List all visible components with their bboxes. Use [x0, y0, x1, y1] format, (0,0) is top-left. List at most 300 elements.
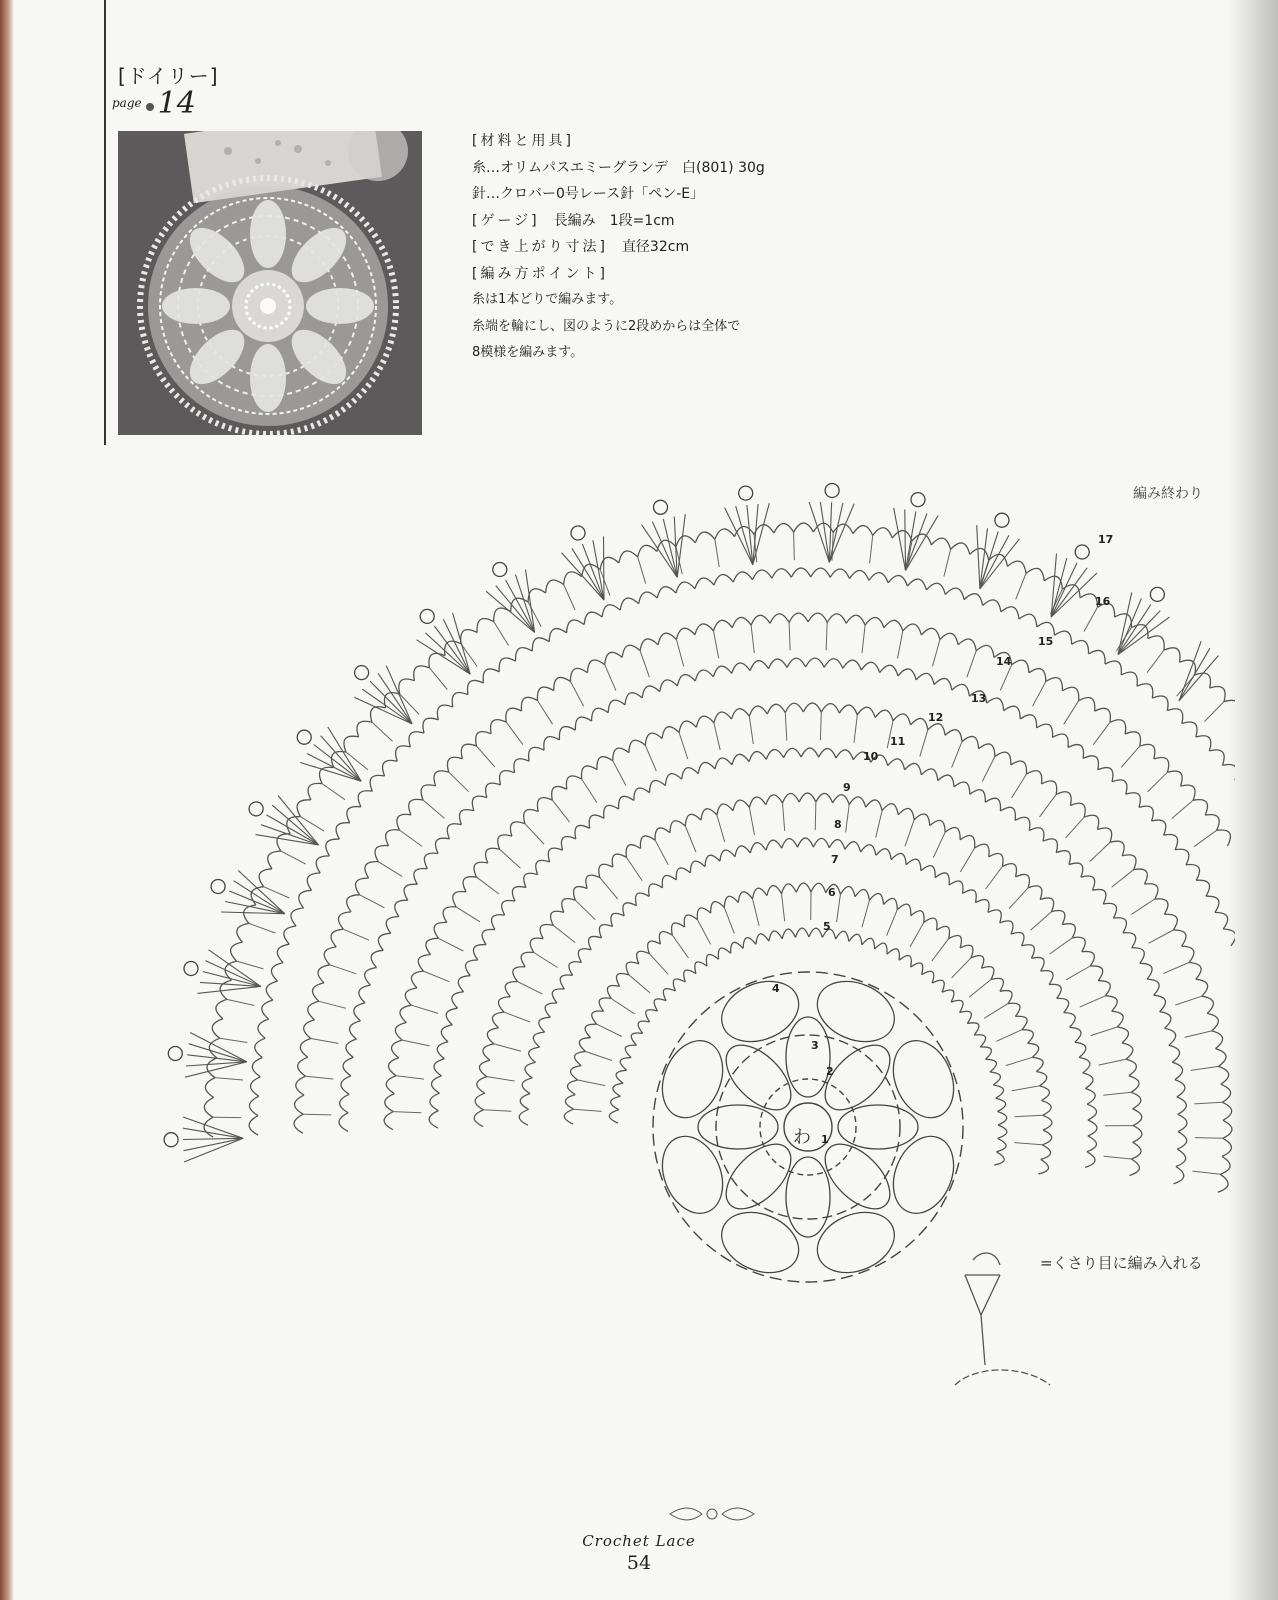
chain-arc [1037, 724, 1053, 737]
chain-arc [566, 776, 581, 789]
chain-arc [916, 673, 934, 684]
chain-arc [1181, 785, 1196, 800]
chain-arc [622, 645, 640, 657]
chain-arc [429, 653, 445, 668]
chain-arc [564, 572, 582, 585]
chain-arc [365, 968, 377, 986]
chain-arc [1042, 1101, 1052, 1116]
chain-arc [1112, 1011, 1123, 1027]
chain-arc [613, 748, 629, 761]
chain-arc [619, 796, 634, 809]
chain-arc [1129, 1076, 1139, 1093]
chain-arc [284, 926, 296, 944]
chain-arc [400, 1005, 411, 1022]
chain-arc [528, 589, 546, 602]
chain-arc [378, 933, 390, 950]
yarn-spec: 糸…オリムパスエミーグランデ 白(801) 30g [472, 159, 765, 176]
chain-arc [695, 532, 715, 543]
chain-arc [533, 1032, 544, 1047]
fan-stitch [1051, 568, 1087, 617]
chain-arc [843, 660, 862, 670]
chain-arc [307, 873, 320, 890]
chain-arc [258, 1019, 269, 1038]
chain-arc [474, 862, 488, 877]
gauge-value: 長編み 1段=1cm [553, 212, 675, 229]
chain-arc [816, 793, 833, 802]
petal-mark [786, 1157, 830, 1237]
chain-arc [1072, 937, 1085, 951]
chain-arc [1133, 1109, 1142, 1126]
chain-arc [753, 570, 772, 580]
chain-arc [732, 663, 750, 673]
chain-arc [1178, 1114, 1187, 1131]
page-reference [112, 86, 196, 121]
fan-stitch [425, 633, 470, 674]
chain-arc [808, 613, 827, 622]
chain-arc [952, 684, 970, 696]
stitch-mark [887, 910, 898, 936]
chain-arc [861, 845, 877, 856]
chain-arc [567, 620, 585, 633]
chain-arc [537, 798, 552, 812]
chain-arc [1011, 933, 1024, 946]
chain-arc [1028, 1043, 1039, 1057]
chain-arc [446, 1008, 457, 1025]
chain-arc [500, 771, 515, 785]
chain-arc [827, 614, 846, 624]
chain-arc [262, 1000, 273, 1019]
row-number: 10 [863, 750, 879, 763]
chain-arc [684, 970, 696, 982]
stitch-mark [996, 1030, 1022, 1042]
chain-arc [1079, 1057, 1090, 1073]
chain-arc [958, 639, 976, 651]
chain-arc [1222, 1102, 1231, 1120]
chain-arc [1112, 780, 1127, 794]
chain-arc [921, 769, 938, 781]
stitch-mark [933, 640, 940, 667]
stitch-mark [227, 999, 254, 1005]
row-number: 16 [1095, 595, 1111, 608]
stitch-mark [487, 1077, 515, 1081]
chain-arc [1122, 855, 1136, 870]
point-line: 糸端を輪にし、図のように2段めからは全体で [472, 318, 741, 334]
chain-arc [937, 926, 950, 938]
chain-arc [1207, 1013, 1218, 1031]
petal-mark [698, 1105, 778, 1149]
stitch-mark [753, 899, 760, 926]
chain-arc [1004, 706, 1021, 719]
chain-arc [1052, 911, 1065, 925]
chain-arc [696, 716, 714, 727]
chain-arc [673, 979, 685, 991]
chain-arc [249, 1096, 258, 1115]
chain-arc [930, 820, 945, 832]
fan-stitch [820, 502, 829, 562]
chain-arc [545, 1003, 557, 1017]
chain-arc [988, 910, 1001, 923]
chain-arc [803, 703, 821, 712]
chain-arc [331, 929, 343, 947]
chain-arc [645, 733, 662, 745]
chain-arc [626, 962, 639, 975]
chain-arc [1196, 736, 1211, 751]
stitch-mark [837, 894, 841, 922]
chain-arc [294, 1114, 303, 1133]
chain-arc [1039, 1086, 1049, 1101]
chain-arc [770, 614, 789, 624]
chain-arc [821, 704, 839, 714]
chain-arc [1115, 614, 1132, 628]
stitch-mark [477, 746, 495, 767]
chain-arc [612, 854, 626, 867]
chain-arc [631, 1033, 642, 1045]
petal-mark [808, 1201, 903, 1283]
chain-arc [905, 763, 922, 774]
chain-arc [732, 754, 749, 765]
legend-text: =くさり目に編み入れる [1040, 1254, 1203, 1272]
chain-arc [562, 899, 576, 913]
chain-arc [1174, 1167, 1184, 1184]
chain-arc [452, 692, 468, 707]
chain-arc [884, 898, 898, 909]
chain-arc [1193, 800, 1207, 816]
picot-mark [911, 493, 925, 507]
stitch-mark [504, 1012, 530, 1022]
chain-arc [976, 645, 994, 657]
petal-mark [882, 1127, 964, 1222]
chain-arc [370, 775, 384, 791]
chain-arc [252, 1058, 262, 1077]
stitch-mark [638, 557, 646, 584]
chain-arc [756, 934, 769, 944]
chain-arc [1053, 734, 1069, 747]
chain-arc [434, 922, 447, 938]
chain-arc [1140, 744, 1155, 759]
chain-arc [672, 923, 685, 935]
chain-arc [1177, 1132, 1186, 1150]
chain-arc [921, 866, 935, 878]
stitch-mark [1084, 607, 1098, 631]
petal-mark [712, 970, 807, 1052]
chain-arc [539, 1017, 551, 1032]
stitch-mark [456, 907, 480, 922]
chain-arc [607, 986, 619, 999]
chain-arc [650, 780, 666, 792]
chain-arc [358, 791, 372, 807]
page-label: page [112, 96, 142, 110]
stitch-mark [1091, 1027, 1118, 1036]
chain-arc [1064, 1013, 1076, 1028]
chain-arc [437, 1042, 448, 1059]
stitch-mark [1204, 702, 1224, 722]
chain-arc [857, 707, 875, 717]
chain-arc [906, 859, 921, 871]
chain-arc [875, 943, 887, 954]
fan-stitch [183, 1117, 243, 1138]
chain-arc [676, 868, 690, 880]
chain-arc [676, 628, 695, 639]
picot-mark [355, 666, 369, 680]
fan-stitch [184, 1138, 244, 1150]
chain-arc [266, 981, 277, 1000]
chain-arc [268, 851, 281, 869]
chain-arc [813, 838, 829, 847]
chain-arc [530, 938, 543, 952]
page-reference-number: 14 [157, 86, 196, 121]
doily-photo [118, 131, 422, 435]
picot-mark [1075, 545, 1089, 559]
chain-arc [510, 822, 524, 836]
row-number: 17 [1098, 533, 1114, 546]
chain-arc [216, 999, 227, 1018]
chain-arc [522, 1078, 532, 1094]
chain-arc [571, 1066, 582, 1080]
chain-arc [423, 718, 438, 733]
petal-mark [651, 1127, 733, 1222]
chain-arc [733, 800, 749, 811]
chain-arc [316, 856, 329, 873]
chain-arc [460, 810, 474, 825]
chain-arc [1062, 924, 1075, 938]
chain-arc [766, 795, 783, 805]
point-line: 8模様を編みます。 [472, 345, 584, 360]
fan-stitch [206, 961, 261, 987]
row-number: 11 [890, 735, 906, 748]
chain-arc [684, 915, 697, 927]
chain-arc [875, 710, 893, 721]
chain-arc [767, 704, 785, 714]
picot-mark [184, 962, 198, 976]
chain-arc [492, 915, 505, 930]
chain-arc [1082, 951, 1095, 966]
chain-arc [338, 912, 351, 929]
chain-arc [714, 575, 733, 586]
chain-arc [714, 712, 732, 723]
stitch-mark [605, 665, 616, 691]
stitch-mark [676, 639, 683, 666]
chain-arc [1164, 648, 1180, 663]
chain-arc [714, 620, 733, 631]
chain-arc [524, 873, 538, 887]
chain-arc [738, 892, 752, 903]
margin-rule [104, 0, 106, 445]
fan-stitch [809, 502, 829, 562]
stitch-mark [1149, 930, 1174, 943]
stitch-mark [1121, 746, 1139, 767]
chain-arc [662, 875, 676, 887]
chain-arc [465, 960, 477, 976]
chain-arc [212, 1019, 223, 1039]
chain-arc [343, 1057, 353, 1075]
chain-arc [609, 1110, 618, 1123]
stitch-mark [714, 723, 720, 750]
chain-arc [967, 1023, 979, 1035]
chain-arc [996, 1098, 1006, 1111]
chain-arc [932, 980, 944, 992]
stitch-mark [423, 971, 449, 982]
stitch-mark [1066, 966, 1090, 980]
chain-arc [785, 703, 803, 712]
chain-arc [339, 1113, 348, 1132]
picot-mark [1150, 587, 1164, 601]
chain-arc [1218, 1174, 1228, 1192]
stitch-mark [1064, 701, 1079, 725]
stitch-mark [986, 867, 1003, 890]
chain-arc [1054, 631, 1071, 644]
chain-arc [873, 528, 893, 538]
chain-arc [499, 658, 515, 672]
chain-arc [766, 840, 782, 850]
chain-arc [205, 1078, 215, 1098]
chain-arc [1015, 817, 1030, 830]
stitch-mark [360, 895, 385, 908]
chain-arc [599, 925, 612, 938]
chain-arc [561, 836, 575, 850]
chain-arc [924, 918, 937, 930]
finish-label: 編み終わり [1133, 486, 1203, 502]
stitch-mark [1033, 682, 1046, 707]
stitch-mark [330, 965, 357, 974]
chain-arc [980, 1047, 991, 1059]
stitch-mark [1195, 1138, 1223, 1139]
petal-mark [651, 1031, 733, 1126]
chain-arc [1046, 678, 1063, 691]
chain-arc [1105, 996, 1117, 1011]
chain-arc [549, 629, 566, 642]
chain-arc [636, 893, 650, 906]
chain-arc [899, 955, 911, 967]
stitch-mark [303, 1114, 331, 1115]
chain-arc [1056, 851, 1070, 865]
chain-arc [798, 838, 814, 847]
chain-arc [963, 890, 977, 903]
chain-arc [659, 932, 672, 944]
stitch-mark [494, 1044, 521, 1051]
chain-arc [1043, 839, 1057, 853]
chain-arc [1126, 793, 1141, 808]
chain-arc [1164, 835, 1178, 850]
stitch-mark [1080, 996, 1106, 1007]
chain-arc [506, 708, 522, 722]
chain-arc [679, 721, 696, 732]
chain-arc [585, 1024, 597, 1038]
stitch-mark [627, 857, 643, 880]
chain-arc [483, 669, 499, 683]
chain-arc [865, 618, 884, 628]
chain-arc [519, 1109, 528, 1125]
crochet-chart [95, 425, 1235, 1525]
chain-arc [1215, 912, 1228, 929]
chain-arc [629, 740, 645, 752]
picot-mark [825, 484, 839, 498]
chain-arc [824, 659, 843, 669]
chain-arc [434, 771, 449, 786]
picot-mark [420, 609, 434, 623]
stitch-mark [372, 722, 393, 741]
chain-arc [676, 582, 695, 593]
stitch-mark [783, 803, 785, 831]
chain-arc [715, 758, 732, 769]
chain-arc [769, 659, 788, 669]
chain-arc [1042, 781, 1057, 795]
chain-arc [1090, 966, 1102, 981]
chain-arc [308, 1001, 319, 1020]
stitch-mark [570, 681, 583, 706]
chain-arc [784, 748, 801, 757]
chain-arc [903, 624, 922, 635]
stitch-mark [782, 894, 785, 922]
chain-arc [970, 548, 989, 560]
chain-arc [584, 612, 602, 625]
chain-arc [599, 998, 611, 1011]
chain-arc [1219, 1066, 1229, 1084]
chain-arc [477, 619, 494, 633]
chain-arc [392, 1040, 403, 1058]
chain-arc [1177, 1097, 1187, 1114]
picot-mark [168, 1047, 182, 1061]
chain-arc [521, 697, 537, 711]
chain-arc [468, 680, 484, 694]
chain-arc [677, 675, 695, 686]
chain-arc [713, 666, 731, 677]
stitch-mark [281, 851, 306, 864]
chain-arc [491, 720, 507, 734]
chain-arc [960, 1011, 972, 1023]
chain-arc [354, 1003, 365, 1021]
chain-arc [887, 949, 899, 960]
chain-arc [638, 1021, 650, 1033]
chain-arc [731, 942, 743, 953]
chain-arc [597, 757, 613, 770]
chain-arc [862, 938, 875, 949]
chain-arc [237, 923, 249, 942]
chain-arc [1164, 914, 1177, 930]
chain-arc [749, 706, 767, 716]
page-edge [0, 0, 14, 1600]
chain-arc [1070, 803, 1085, 817]
stitch-mark [461, 644, 477, 667]
stitch-mark [264, 887, 290, 898]
stitch-mark [645, 745, 656, 771]
stitch-mark [952, 742, 962, 768]
fan-stitch [604, 536, 605, 600]
chain-arc [1182, 722, 1197, 737]
fan-stitch [229, 891, 284, 914]
chain-arc [1160, 1012, 1171, 1029]
fan-stitch [642, 525, 678, 578]
chain-arc [1152, 820, 1166, 835]
chain-arc [884, 620, 903, 631]
chain-arc [1117, 1027, 1128, 1043]
chain-arc [853, 526, 873, 536]
chain-arc [520, 1094, 530, 1110]
chain-arc [1031, 957, 1044, 971]
chain-arc [409, 799, 423, 815]
chain-arc [1016, 874, 1030, 887]
chain-arc [1222, 765, 1235, 781]
stitch-mark [969, 980, 991, 998]
chain-arc [649, 884, 663, 897]
chain-arc [537, 687, 553, 700]
chain-arc [954, 782, 970, 794]
chain-arc [486, 848, 500, 863]
chain-arc [619, 551, 638, 563]
chain-arc [430, 1093, 440, 1110]
chain-arc [569, 962, 582, 976]
chain-arc [769, 931, 782, 941]
chain-arc [513, 967, 525, 982]
